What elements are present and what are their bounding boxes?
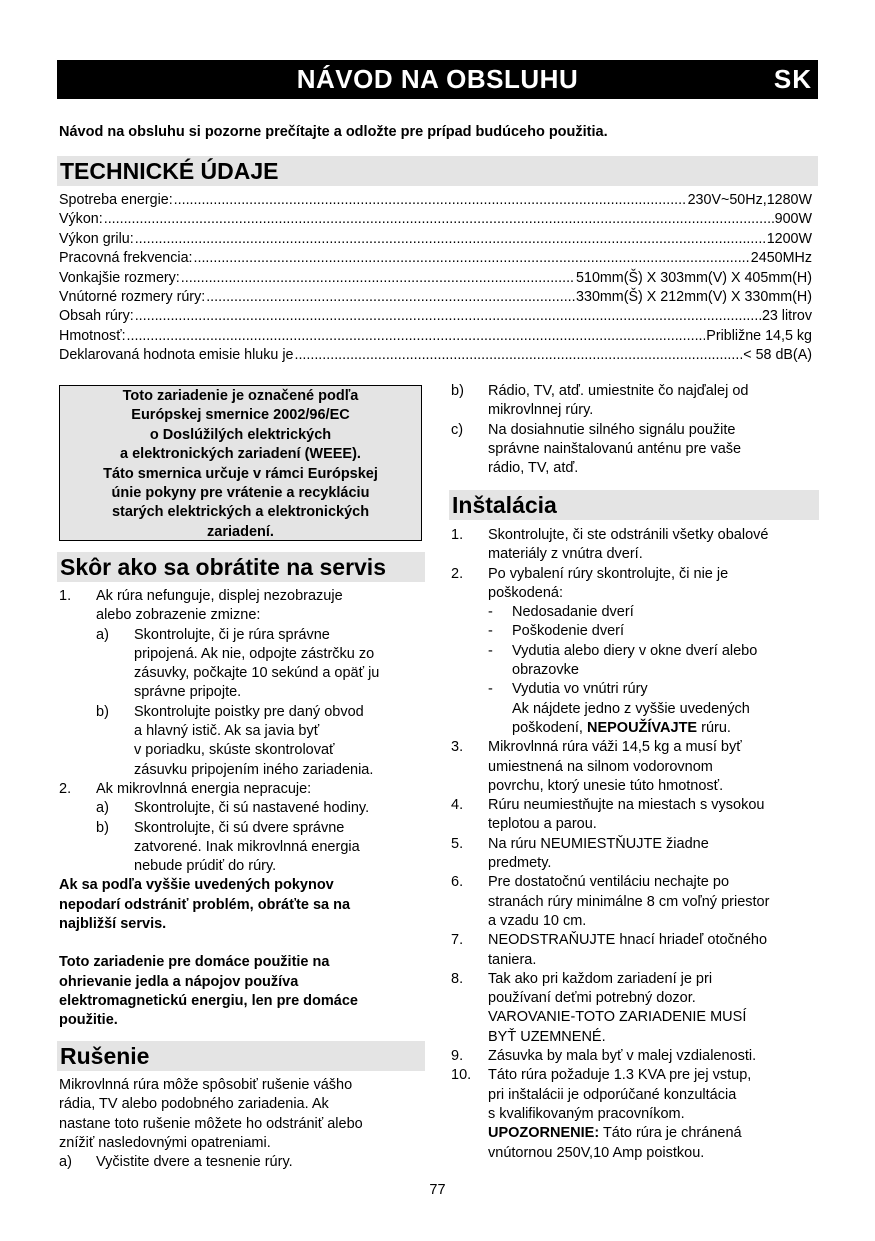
spec-label: Vonkajšie rozmery:: [59, 269, 180, 286]
item-text: vnútornou 250V,10 Amp poistkou.: [488, 1144, 705, 1161]
interference-line: znížiť nasledovnými opatreniami.: [59, 1134, 271, 1151]
item-text: Skontrolujte, či ste odstránili všetky obalové: [488, 527, 769, 543]
list-subitem: [96, 703, 429, 780]
spec-label: Výkon grilu:: [59, 230, 134, 247]
item-letter: b): [451, 383, 464, 399]
spec-row: [59, 210, 812, 229]
list-item: [59, 1153, 429, 1172]
warning-line: najbližší servis.: [59, 916, 167, 933]
weee-line: o Doslúžilých elektrických: [149, 426, 332, 443]
item-text: teplotou a parou.: [488, 816, 597, 833]
item-letter: b): [96, 703, 109, 720]
item-text: povrchu, ktorý unesie túto hmotnosť.: [488, 777, 724, 794]
dot-leader: [127, 327, 706, 346]
item-number: 1.: [451, 527, 464, 543]
dot-leader: [181, 269, 575, 288]
item-text: Ak nájdete jedno z vyššie uvedených: [512, 700, 750, 717]
list-item: [451, 1066, 821, 1162]
list-subitem: [96, 819, 429, 877]
dot-leader: [206, 288, 575, 307]
item-text: Skontrolujte, či sú dvere správne: [134, 819, 345, 836]
item-number: 1.: [59, 588, 72, 604]
item-text: NEODSTRAŇUJTE hnací hriadeľ otočného: [488, 932, 768, 949]
list-subitem: [96, 626, 429, 703]
list-item: [59, 587, 429, 780]
dot-leader: [294, 346, 742, 365]
service-warning: [59, 876, 429, 934]
spec-label: Obsah rúry:: [59, 308, 134, 325]
item-text: Tak ako pri každom zariadení je pri: [488, 970, 713, 987]
spec-row: [59, 269, 812, 288]
item-text: pri inštalácii je odporúčané konzultácia: [488, 1086, 737, 1103]
interference-line: rádia, TV alebo podobného zariadenia. Ak: [59, 1096, 329, 1113]
weee-line: únie pokyny pre vrátenie a recykláciu: [111, 485, 370, 502]
item-number: 7.: [451, 932, 464, 949]
dash-bullet: -: [488, 642, 493, 659]
item-text: Skontrolujte, či je rúra správne: [134, 626, 330, 643]
weee-line: Európskej smernice 2002/96/EC: [131, 407, 350, 424]
item-text: Na dosiahnutie silného signálu použite: [488, 421, 736, 438]
item-text: Nedosadanie dverí: [512, 604, 634, 621]
item-text: s kvalifikovaným pracovníkom.: [488, 1105, 685, 1122]
list-item: [451, 1047, 821, 1066]
item-text: Skontrolujte poistky pre daný obvod: [134, 703, 364, 720]
item-number: 5.: [451, 835, 464, 852]
item-text: Táto rúra požaduje 1.3 KVA pre jej vstup,: [488, 1067, 752, 1084]
spec-label: Deklarovaná hodnota emisie hluku je: [59, 347, 294, 364]
list-item: [451, 835, 821, 874]
household-line: ohrievanie jedla a nápojov používa: [59, 973, 299, 990]
list-item: [451, 565, 821, 739]
item-text: pripojená. Ak nie, odpojte zástrčku zo: [134, 645, 375, 662]
list-item: [451, 382, 821, 421]
spec-row: [59, 288, 812, 307]
text-run: poškodení,: [512, 719, 587, 736]
household-note: [59, 953, 429, 1030]
spec-value: 510mm(Š) X 303mm(V) X 405mm(H): [576, 269, 812, 286]
item-number: 8.: [451, 970, 464, 987]
item-text: zatvorené. Inak mikrovlnná energia: [134, 838, 360, 855]
weee-notice-box: [59, 385, 422, 541]
spec-label: Pracovná frekvencia:: [59, 250, 193, 267]
spec-value: 330mm(Š) X 212mm(V) X 330mm(H): [576, 288, 812, 305]
interference-continued: [451, 382, 821, 478]
spec-label: Výkon:: [59, 211, 103, 228]
spec-value: 1200W: [766, 230, 812, 247]
list-item: [451, 873, 821, 931]
household-line: elektromagnetickú energiu, len pre domáce: [59, 992, 358, 1009]
item-text: Vyčistite dvere a tesnenie rúry.: [96, 1154, 293, 1171]
item-text: Po vybalení rúry skontrolujte, či nie je: [488, 565, 729, 582]
spec-value: 23 litrov: [761, 308, 812, 325]
list-subitem: [96, 799, 429, 818]
page-header: [57, 60, 818, 99]
item-text: Skontrolujte, či sú nastavené hodiny.: [134, 800, 370, 817]
item-text: rádio, TV, atď.: [488, 460, 579, 477]
installation-heading: Inštalácia: [449, 490, 819, 520]
item-text: Poškodenie dverí: [512, 623, 625, 640]
dot-leader: [104, 210, 774, 229]
interference-heading: Rušenie: [57, 1041, 425, 1071]
language-code: SK: [773, 64, 812, 94]
spec-row: [59, 327, 812, 346]
spec-value: < 58 dB(A): [743, 347, 812, 364]
spec-row: [59, 307, 812, 326]
interference-line: nastane toto rušenie môžete ho odstrániť alebo: [59, 1115, 363, 1132]
list-item: [451, 421, 821, 479]
item-text: materiály z vnútra dverí.: [488, 546, 643, 563]
dash-bullet: -: [488, 604, 493, 621]
spec-value: 2450MHz: [750, 250, 812, 267]
item-text: Vydutia alebo diery v okne dverí alebo: [512, 642, 758, 659]
intro-text: Návod na obsluhu si pozorne prečítajte a odložte pre prípad budúceho použitia.: [59, 124, 608, 140]
item-text: Rúru neumiestňujte na miestach s vysokou: [488, 797, 765, 814]
service-heading: Skôr ako sa obrátite na servis: [57, 552, 425, 582]
dot-leader: [174, 191, 687, 210]
item-text: v poriadku, skúste skontrolovať: [134, 742, 335, 759]
dot-leader: [194, 249, 750, 268]
spec-list: [59, 191, 812, 366]
interference-section: [59, 1076, 429, 1172]
item-text: Ak mikrovlnná energia nepracuje:: [96, 780, 312, 797]
warning-line: Ak sa podľa vyššie uvedených pokynov: [59, 877, 334, 894]
item-text: Ak rúra nefunguje, displej nezobrazuje: [96, 588, 343, 604]
service-section: [59, 587, 429, 1031]
item-text: a vzadu 10 cm.: [488, 912, 587, 929]
list-item: [451, 931, 821, 970]
item-text: Zásuvka by mala byť v malej vzdialenosti.: [488, 1048, 757, 1065]
item-text: obrazovke: [512, 662, 579, 679]
weee-line: Táto smernica určuje v rámci Európskej: [103, 465, 378, 482]
household-line: Toto zariadenie pre domáce použitie na: [59, 954, 330, 971]
item-letter: a): [59, 1154, 72, 1171]
emphasis-text: NEPOUŽÍVAJTE: [586, 719, 698, 736]
spec-value: Približne 14,5 kg: [706, 327, 812, 344]
list-item: [451, 526, 821, 565]
item-letter: a): [96, 800, 109, 817]
item-text: Na rúru NEUMIESTŇUJTE žiadne: [488, 835, 709, 852]
dash-item: [488, 603, 821, 622]
item-text: Mikrovlnná rúra váži 14,5 kg a musí byť: [488, 739, 742, 756]
item-text: stranách rúry minimálne 8 cm voľný priestor: [488, 893, 770, 910]
item-text: umiestnená na silnom vodorovnom: [488, 758, 713, 775]
item-text: správne nainštalovanú anténu pre vaše: [488, 440, 742, 457]
weee-line: Toto zariadenie je označené podľa: [122, 388, 359, 404]
item-letter: c): [451, 421, 464, 438]
list-item: [451, 796, 821, 835]
tech-heading: TECHNICKÉ ÚDAJE: [57, 156, 818, 186]
item-number: 6.: [451, 874, 464, 891]
dot-leader: [135, 230, 766, 249]
item-number: 4.: [451, 797, 464, 814]
page-number: 77: [429, 1182, 446, 1198]
item-text: nebude prúdiť do rúry.: [134, 858, 277, 875]
list-item: [59, 780, 429, 876]
warning-line: nepodarí odstrániť problém, obráťte sa na: [59, 896, 351, 913]
dash-item: [488, 642, 821, 681]
caution-label: UPOZORNENIE:: [488, 1125, 600, 1142]
weee-line: zariadení.: [207, 523, 274, 540]
item-text: predmety.: [488, 855, 552, 872]
item-number: 9.: [451, 1048, 464, 1065]
item-text: Vydutia vo vnútri rúry: [512, 681, 648, 698]
weee-line: starých elektrických a elektronických: [111, 504, 370, 521]
dash-item: [488, 680, 821, 738]
spec-value: 900W: [774, 211, 812, 228]
list-item: [451, 738, 821, 796]
item-letter: a): [96, 626, 109, 643]
spec-row: [59, 230, 812, 249]
item-number: 3.: [451, 739, 464, 756]
item-number: 2.: [59, 780, 72, 797]
spec-row: [59, 249, 812, 268]
spec-row: [59, 191, 812, 210]
item-number: 10.: [451, 1067, 472, 1084]
item-text: [512, 719, 821, 738]
item-text: a hlavný istič. Ak sa javia byť: [134, 723, 320, 740]
spec-label: Vnútorné rozmery rúry:: [59, 288, 206, 305]
dot-leader: [135, 307, 761, 326]
installation-section: [451, 526, 821, 1163]
item-text: správne pripojte.: [134, 684, 242, 701]
item-text: Pre dostatočnú ventiláciu nechajte po: [488, 874, 730, 891]
dash-item: [488, 622, 821, 641]
item-text: mikrovlnnej rúry.: [488, 402, 594, 419]
item-text: [488, 1124, 821, 1143]
dash-bullet: -: [488, 623, 493, 640]
spec-row: [59, 346, 812, 365]
item-letter: b): [96, 819, 109, 836]
item-text: používaní deťmi potrebný dozor.: [488, 990, 696, 1007]
text-run: rúru.: [697, 719, 731, 736]
spec-label: Hmotnosť:: [59, 327, 126, 344]
text-run: Táto rúra je chránená: [599, 1125, 742, 1142]
household-line: použitie.: [59, 1012, 118, 1029]
list-item: [451, 970, 821, 1047]
item-text: VAROVANIE-TOTO ZARIADENIE MUSÍ: [488, 1009, 747, 1026]
item-text: taniera.: [488, 951, 537, 968]
page-title: NÁVOD NA OBSLUHU: [296, 64, 579, 94]
item-text: zásuvku pripojením iného zariadenia.: [134, 761, 374, 778]
spec-value: 230V~50Hz,1280W: [687, 192, 812, 208]
spec-label: Spotreba energie:: [59, 192, 173, 208]
item-text: poškodená:: [488, 584, 563, 601]
item-text: zásuvky, počkajte 10 sekúnd a opäť ju: [134, 665, 380, 682]
item-text: Rádio, TV, atď. umiestnite čo najďalej od: [488, 383, 749, 399]
item-number: 2.: [451, 565, 464, 582]
interference-line: Mikrovlnná rúra môže spôsobiť rušenie vášho: [59, 1077, 353, 1093]
item-text: alebo zobrazenie zmizne:: [96, 607, 261, 624]
item-text: BYŤ UZEMNENÉ.: [488, 1028, 606, 1045]
dash-bullet: -: [488, 681, 493, 698]
weee-line: a elektronických zariadení (WEEE).: [120, 446, 361, 463]
